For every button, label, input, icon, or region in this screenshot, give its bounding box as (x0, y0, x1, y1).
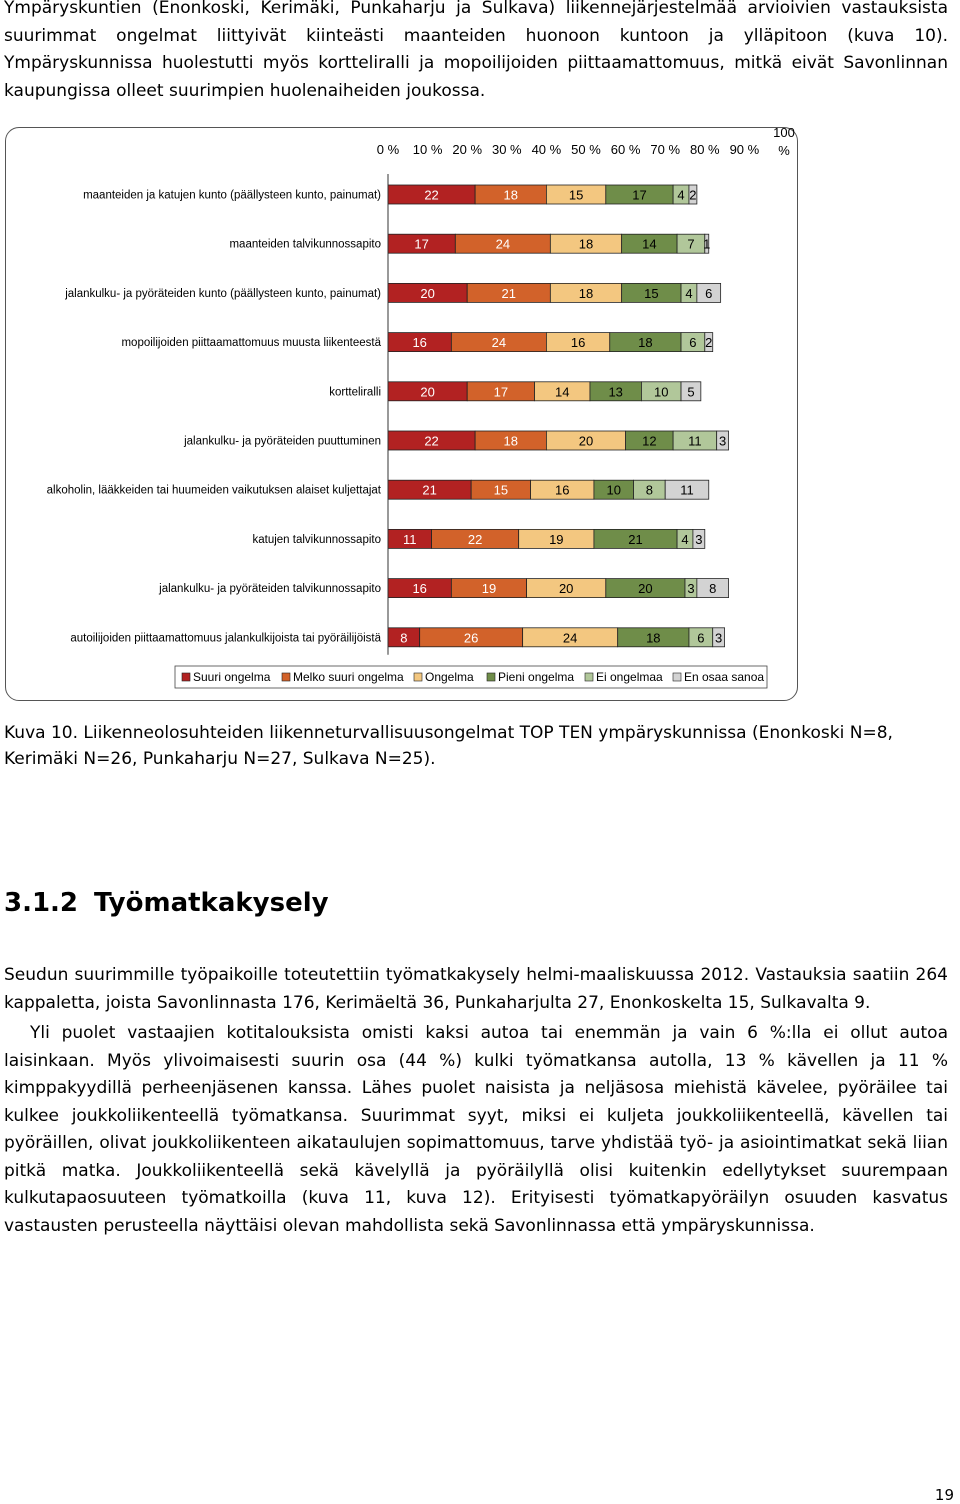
legend-label: Ei ongelmaa (596, 670, 663, 684)
data-label: 6 (697, 630, 705, 646)
data-label: 16 (570, 335, 586, 351)
category-label: jalankulku- ja pyöräteiden puuttuminen (184, 435, 381, 448)
x-tick-label: % (778, 143, 790, 158)
figure-caption: Kuva 10. Liikenneolosuhteiden liikenneturvallisuusongelmat TOP TEN ympäryskunnissa (Enonkoski N=8, Kerimäki N=26, Punkaharju N=27, Sulkava N=25). (4, 723, 893, 769)
body-paragraph-1: Seudun suurimmille työpaikoille toteutettiin työmatkakysely helmi-maaliskuussa 2012. Vastauksia saatiin 264 kappaletta, joista Savonlinnasta 176, Kerimäeltä 36, Punkaharjulta 27, Enonkoskelta 15, Sulkavalta 9. (4, 965, 948, 1013)
data-label: 19 (481, 581, 497, 597)
data-label: 8 (709, 581, 717, 597)
category-label: katujen talvikunnossapito (252, 533, 381, 546)
x-tick-label: 40 % (531, 142, 562, 157)
data-label: 11 (688, 433, 702, 449)
data-label: 15 (644, 285, 659, 301)
category-label: maanteiden ja katujen kunto (päällysteen kunto, painumat) (83, 189, 381, 202)
data-label: 3 (687, 581, 695, 597)
category-label: kortteliralli (329, 386, 381, 399)
data-label: 4 (677, 187, 685, 203)
legend-swatch (282, 673, 290, 681)
data-label: 2 (705, 335, 713, 351)
data-label: 21 (422, 482, 437, 498)
data-label: 16 (555, 482, 570, 498)
data-label: 22 (467, 531, 483, 547)
section-title: Työmatkakysely (94, 888, 329, 918)
section-heading (4, 888, 329, 918)
category-label: jalankulku- ja pyöräteiden talvikunnossapito (159, 583, 381, 596)
data-label: 21 (501, 285, 517, 301)
body-paragraph-2: Yli puolet vastaajien kotitalouksista omisti kaksi autoa tai enemmän ja vain 6 %:lla ei ollut autoa laisinkaan. Myös ylivoimaisesti suurin osa (44 %) kulki työmatkansa autolla, 13 % kävellen ja 11 % kimppakyydillä perheenjäsenen kanssa. Lähes puolet naisista ja neljäsosa miehistä kävelee, pyöräilee tai kulkee joukkoliikenteellä työmatkansa. Suurimmat syyt, miksi ei kuljeta joukkoliikenteellä, kävellen tai pyöräillen, olivat joukkoliikenteen aikataulujen sopimattomuus, tarve yhdistää työ- ja asiointimatkat sekä liian pitkä matka. Joukkoliikenteellä sekä kävelyllä ja pyöräilyllä olisi kuitenkin edellytykset suurempaan kulkutapaosuuteen työmatkoilla (kuva 11, kuva 12). Erityisesti työmatkapyöräilyn osuuden kasvatus vastausten perusteella näyttäisi olevan mahdollista sekä Savonlinnassa että ympäryskunnissa. (4, 1023, 948, 1236)
category-label: jalankulku- ja pyöräteiden kunto (päällysteen kunto, painumat) (65, 287, 381, 300)
data-label: 24 (495, 236, 511, 252)
data-label: 11 (680, 482, 694, 498)
category-label: mopoilijoiden piittaamattomuus muusta liikenteestä (121, 337, 381, 350)
x-tick-label: 60 % (610, 142, 641, 157)
data-label: 1 (703, 236, 711, 252)
legend-label: Pieni ongelma (498, 670, 575, 684)
legend-swatch (487, 673, 495, 681)
legend-label: Suuri ongelma (193, 670, 271, 684)
stacked-bar-chart (6, 128, 797, 700)
data-label: 18 (503, 187, 518, 203)
data-label: 20 (558, 581, 574, 597)
data-label: 19 (549, 531, 564, 547)
data-label: 26 (463, 630, 479, 646)
data-label: 15 (493, 482, 509, 498)
data-label: 10 (606, 482, 621, 498)
data-label: 24 (562, 630, 578, 646)
data-label: 18 (638, 335, 653, 351)
data-label: 4 (681, 531, 689, 547)
data-label: 16 (412, 335, 427, 351)
data-label: 17 (493, 384, 509, 400)
data-label: 13 (608, 384, 623, 400)
legend-swatch (182, 673, 190, 681)
data-label: 6 (689, 335, 697, 351)
data-label: 18 (578, 236, 594, 252)
x-tick-label: 50 % (571, 142, 601, 157)
data-label: 17 (414, 236, 429, 252)
data-label: 3 (719, 433, 727, 449)
category-label: autoilijoiden piittaamattomuus jalankulkijoista tai pyöräilijöistä (70, 632, 381, 645)
data-label: 8 (400, 630, 408, 646)
data-label: 8 (645, 482, 653, 498)
data-label: 20 (420, 285, 435, 301)
data-label: 5 (687, 384, 695, 400)
data-label: 12 (642, 433, 657, 449)
data-label: 14 (642, 236, 657, 252)
data-label: 3 (695, 531, 703, 547)
category-label: maanteiden talvikunnossapito (229, 238, 381, 251)
x-tick-label: 70 % (650, 142, 681, 157)
legend-swatch (414, 673, 422, 681)
x-tick-label: 20 % (452, 142, 483, 157)
x-tick-label: 90 % (729, 142, 760, 157)
legend-swatch (585, 673, 593, 681)
data-label: 21 (628, 531, 643, 547)
data-label: 20 (578, 433, 594, 449)
legend-label: Ongelma (425, 670, 474, 684)
x-tick-label: 100 (773, 128, 795, 140)
data-label: 18 (646, 630, 661, 646)
data-label: 22 (424, 433, 439, 449)
data-label: 2 (689, 187, 697, 203)
data-label: 22 (424, 187, 439, 203)
data-label: 15 (568, 187, 584, 203)
data-label: 17 (632, 187, 647, 203)
section-number: 3.1.2 (4, 888, 79, 918)
data-label: 4 (685, 285, 693, 301)
legend-swatch (673, 673, 681, 681)
data-label: 14 (555, 384, 570, 400)
data-label: 11 (403, 531, 417, 547)
data-label: 20 (638, 581, 653, 597)
x-tick-label: 80 % (689, 142, 720, 157)
x-tick-label: 10 % (412, 142, 443, 157)
legend-label: Melko suuri ongelma (293, 670, 404, 684)
data-label: 16 (412, 581, 427, 597)
category-label: alkoholin, lääkkeiden tai huumeiden vaikutuksen alaiset kuljettajat (46, 484, 381, 497)
data-label: 7 (687, 236, 695, 252)
data-label: 20 (420, 384, 435, 400)
data-label: 18 (503, 433, 518, 449)
data-label: 3 (715, 630, 723, 646)
data-label: 10 (654, 384, 669, 400)
intro-paragraph: Ympäryskuntien (Enonkoski, Kerimäki, Punkaharju ja Sulkava) liikennejärjestelmää arvioivien vastauksista suurimmat ongelmat liittyivät kiinteästi maanteiden huonoon kuntoon ja ylläpitoon (kuva 10). Ympäryskunnissa huolestutti myös kortteliralli ja mopoilijoiden piittaamattomuus, mitkä eivät Savonlinnan kaupungissa olleet suurimpien huolenaiheiden joukossa. (4, 0, 948, 101)
data-label: 6 (705, 285, 713, 301)
legend-label: En osaa sanoa (684, 670, 765, 684)
x-tick-label: 30 % (491, 142, 522, 157)
data-label: 24 (491, 335, 507, 351)
chart-frame (5, 127, 798, 701)
page-number: 19 (934, 1486, 954, 1504)
x-tick-label: 0 % (376, 142, 400, 157)
data-label: 18 (578, 285, 594, 301)
